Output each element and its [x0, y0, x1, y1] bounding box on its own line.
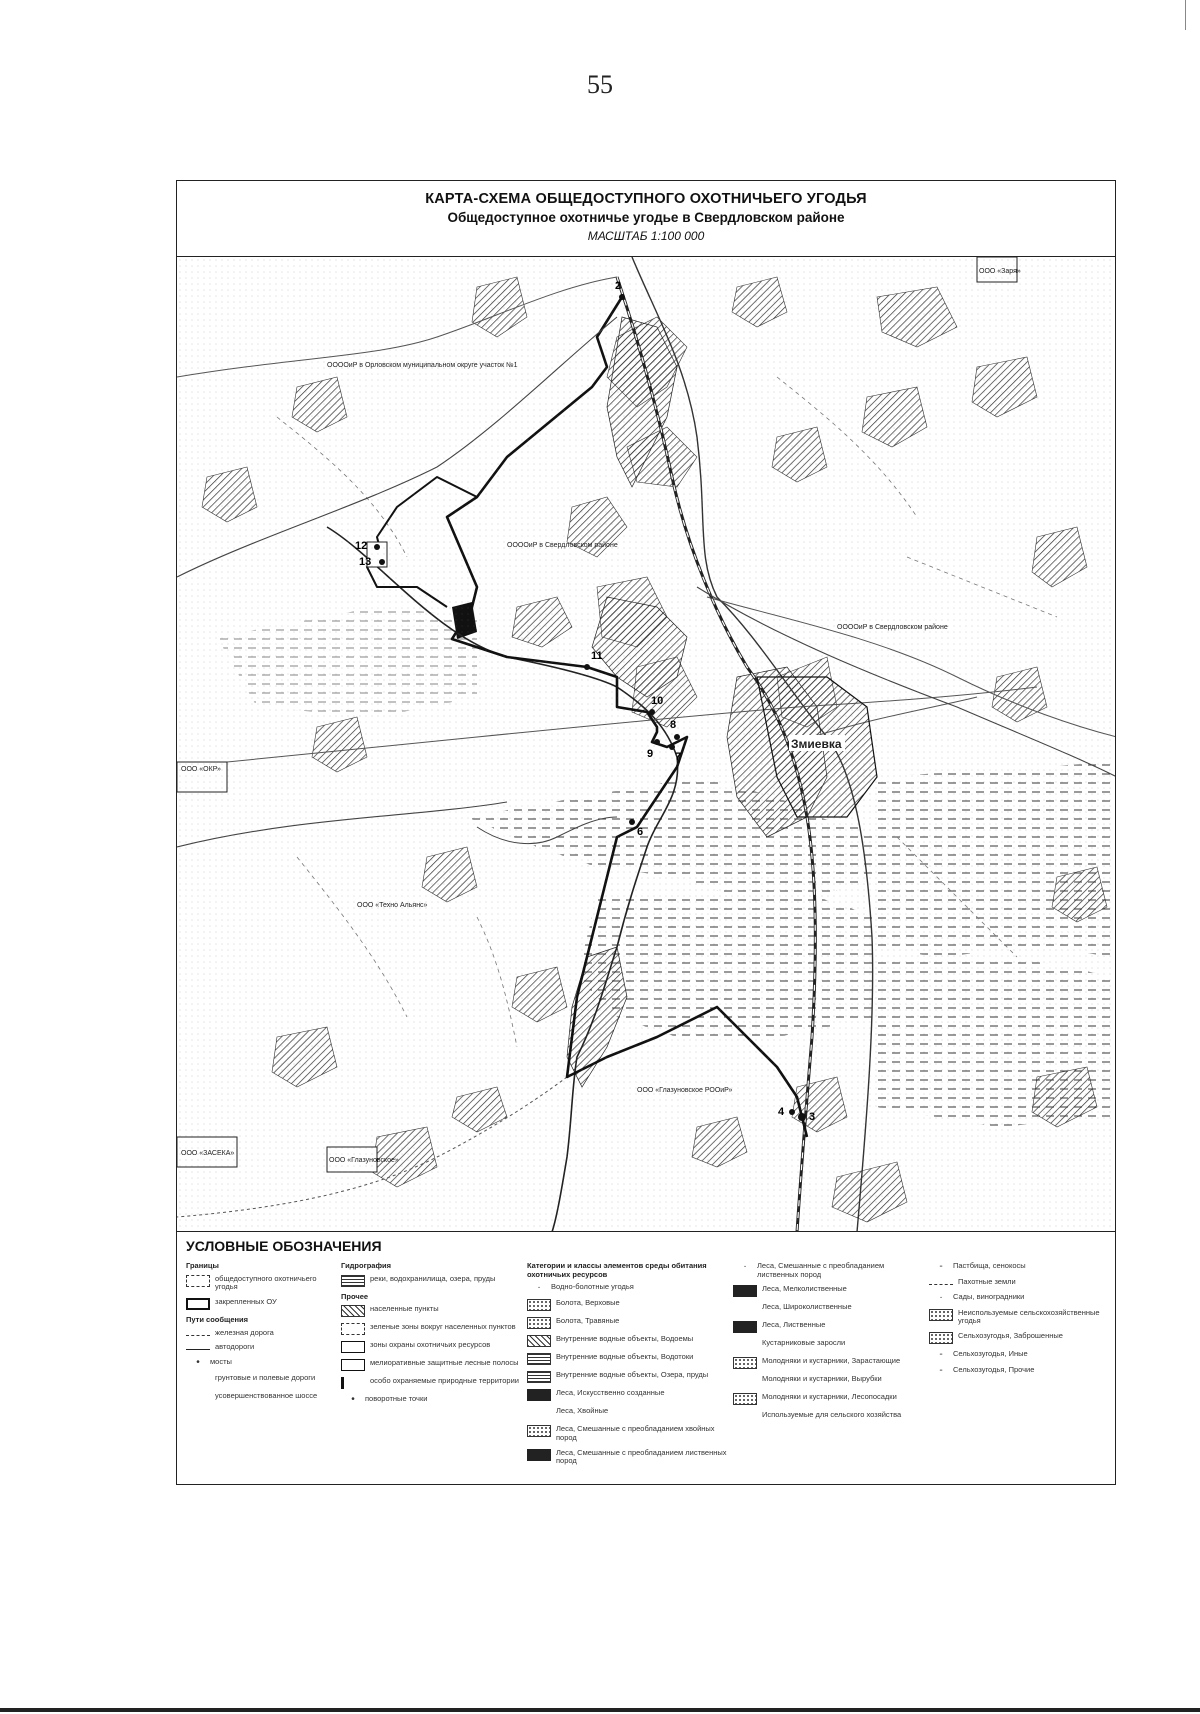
point-label-8: 8	[670, 719, 677, 731]
point-label-4: 4	[778, 1106, 785, 1118]
railway-line-icon	[186, 1335, 210, 1336]
legend-item	[186, 1343, 336, 1352]
legend-col-2-subhead: Прочее	[341, 1291, 369, 1301]
map-title-block	[177, 181, 1115, 257]
protected-area-icon	[341, 1377, 365, 1389]
water-icon	[341, 1275, 365, 1287]
water-body-icon	[527, 1335, 551, 1347]
legend-item-text: общедоступного охотничьего угодья	[215, 1273, 317, 1292]
legend-item	[733, 1393, 923, 1405]
legend-item-text: Сельхозугодья, Заброшенные	[958, 1330, 1063, 1340]
point-label-6: 6	[637, 826, 644, 838]
point-label-10: 10	[651, 695, 664, 707]
legend-item	[929, 1350, 1109, 1360]
legend-item-text: мосты	[210, 1356, 232, 1366]
area-label-zarya: ООО «Заря»	[979, 268, 1021, 275]
legend-item	[733, 1321, 923, 1333]
bog-grass-icon	[527, 1317, 551, 1329]
legend-item	[929, 1309, 1109, 1326]
land-dots	[177, 257, 1115, 1232]
legend-item-text: Водно-болотные угодья	[551, 1282, 634, 1292]
legend-item-text: грунтовые и полевые дороги	[215, 1372, 316, 1382]
legend-item-text: Леса, Смешанные с преобладанием лиственных пород	[757, 1261, 885, 1279]
broad-leaved-forest-icon	[733, 1303, 757, 1315]
legend-item-text: Сельхозугодья, Иные	[953, 1348, 1028, 1358]
legend-item-text: Молодняки и кустарники, Лесопосадки	[762, 1392, 897, 1402]
clearing-icon	[733, 1375, 757, 1387]
crop-mark-bottom	[0, 1708, 1200, 1712]
legend-item-text: усовершенствованное шоссе	[215, 1390, 318, 1400]
arable-land-icon	[929, 1284, 953, 1285]
legend-item	[929, 1278, 1109, 1287]
legend-item-text: Леса, Смешанные с преобладанием хвойных пород	[556, 1424, 715, 1442]
area-label-tekhno: ООО «Техно Альянс»	[357, 902, 428, 909]
legend-item-text: Внутренние водные объекты, Водоемы	[556, 1334, 694, 1344]
map-scale: МАСШТАБ 1:100 000	[587, 229, 705, 243]
legend-item-text: Сады, виноградники	[953, 1291, 1025, 1301]
legend-item-text: Внутренние водные объекты, Водотоки	[556, 1352, 694, 1362]
unused-land-icon	[929, 1309, 953, 1321]
legend-item-text: особо охраняемые природные территории	[370, 1376, 519, 1386]
legend-item	[733, 1375, 923, 1387]
legend-item	[527, 1407, 727, 1419]
artificial-forest-icon	[527, 1389, 551, 1401]
legend-item	[733, 1357, 923, 1369]
wetland-icon: ·	[537, 1282, 541, 1294]
legend-item-text: Леса, Широколиственные	[762, 1302, 852, 1312]
legend-item-text: Леса, Смешанные с преобладанием лиственных пород	[556, 1447, 727, 1466]
legend-item	[527, 1317, 727, 1329]
area-label-bottom: ООО «Глазуновское»	[329, 1157, 399, 1164]
forest-mixed-icon: ·	[743, 1261, 747, 1272]
legend-item-text: реки, водохранилища, озера, пруды	[370, 1273, 496, 1283]
small-leaved-forest-icon	[733, 1285, 757, 1297]
legend-item-text: Болота, Травяные	[556, 1316, 620, 1326]
legend-item	[186, 1358, 336, 1368]
shrub-icon	[733, 1339, 757, 1351]
area-label-orlovsky: ООООиР в Орловском муниципальном округе участок №1	[327, 362, 518, 369]
land-dots-area	[177, 257, 1115, 1232]
legend-item	[733, 1285, 923, 1297]
legend-item-text: закрепленных ОУ	[215, 1296, 277, 1306]
lake-icon	[527, 1371, 551, 1383]
legend-item	[186, 1374, 336, 1386]
legend-item-text: Пастбища, сенокосы	[953, 1261, 1026, 1270]
legend-item-text: поворотные точки	[365, 1394, 428, 1404]
legend-item	[341, 1305, 521, 1317]
legend-item	[527, 1371, 727, 1383]
map-frame	[176, 180, 1116, 1485]
plantation-icon	[733, 1393, 757, 1405]
legend-item-text: Неиспользуемые сельскохозяйственные угодья	[958, 1307, 1100, 1326]
legend-item-text: железная дорога	[215, 1327, 274, 1337]
forest-belt-icon	[341, 1359, 365, 1371]
settlement-label-zmievka: Змиевка	[791, 737, 842, 751]
turning-point-6	[629, 819, 635, 825]
legend-item	[186, 1275, 336, 1292]
legend-col-4	[733, 1262, 923, 1429]
other-land-icon: -	[939, 1348, 943, 1360]
area-label-sverdlovsky-center: ООООиР в Свердловском районе	[507, 542, 618, 549]
legend-item	[527, 1299, 727, 1311]
legend-item	[186, 1329, 336, 1338]
point-label-7: 7	[675, 751, 682, 763]
legend-item	[527, 1335, 727, 1347]
legend-item	[341, 1395, 521, 1405]
legend-item	[929, 1366, 1109, 1376]
legend-item-text: Сельхозугодья, Прочие	[953, 1364, 1035, 1374]
legend-col-1	[186, 1262, 336, 1410]
turning-point-13	[379, 559, 385, 565]
turning-point-11	[584, 664, 590, 670]
legend-item-text: Молодняки и кустарники, Зарастающие	[762, 1356, 901, 1366]
turning-point-7	[669, 744, 675, 750]
turning-point-9	[654, 739, 660, 745]
turning-point-8	[674, 734, 680, 740]
point-label-2: 2	[615, 280, 622, 292]
legend-item	[733, 1303, 923, 1315]
map-subtitle: Общедоступное охотничье угодье в Свердловском районе	[447, 210, 845, 225]
area-label-sw: ООО «ЗАСЕКА»	[181, 1150, 235, 1157]
turning-point-10	[649, 709, 655, 715]
legend-item	[733, 1339, 923, 1351]
legend-item	[929, 1293, 1109, 1303]
legend-item-text: мелиоративные защитные лесные полосы	[370, 1358, 519, 1368]
legend-col-2	[341, 1262, 521, 1411]
protection-zone-icon	[341, 1341, 365, 1353]
green-zone-icon	[341, 1323, 365, 1335]
area-label-glazunovka: ООО «Глазуновское РООиР»	[637, 1087, 733, 1094]
legend-item-text: населенные пункты	[370, 1304, 439, 1314]
dashed-border-icon	[186, 1275, 210, 1287]
legend-item	[186, 1298, 336, 1310]
legend-item	[527, 1353, 727, 1365]
misc-land-icon: -	[939, 1364, 943, 1376]
legend-item	[341, 1341, 521, 1353]
bridge-dot-icon: •	[196, 1356, 200, 1368]
point-label-12: 12	[355, 540, 368, 552]
turning-point-3	[798, 1113, 806, 1121]
road-line-icon	[186, 1349, 210, 1350]
point-label-11: 11	[591, 650, 603, 662]
young-growth-icon	[733, 1357, 757, 1369]
legend-item-text: Леса, Искусственно созданные	[556, 1388, 665, 1398]
legend-item-text: зоны охраны охотничьих ресурсов	[370, 1340, 491, 1350]
mixed-conifer-icon	[527, 1425, 551, 1437]
legend-item-text: Леса, Лиственные	[762, 1320, 826, 1330]
turning-point-2	[619, 294, 625, 300]
area-label-sverdlovsky-east: ООООиР в Свердловском районе	[837, 624, 948, 631]
bog-high-icon	[527, 1299, 551, 1311]
settlement-hatch-icon	[341, 1305, 365, 1317]
deciduous-forest-icon	[733, 1321, 757, 1333]
legend-col-3	[527, 1262, 727, 1472]
crop-mark-top	[1185, 0, 1186, 30]
legend-title: УСЛОВНЫЕ ОБОЗНАЧЕНИЯ	[186, 1238, 382, 1254]
legend-item	[527, 1425, 727, 1442]
legend-item	[341, 1323, 521, 1335]
legend-item-text: зеленые зоны вокруг населенных пунктов	[370, 1322, 516, 1332]
legend-item	[527, 1389, 727, 1401]
abandoned-land-icon	[929, 1332, 953, 1344]
legend-item	[929, 1332, 1109, 1344]
legend-item-text: Внутренние водные объекты, Озера, пруды	[556, 1370, 709, 1380]
turning-point-icon: •	[351, 1394, 355, 1406]
legend	[177, 1232, 1115, 1484]
garden-icon: ·	[939, 1291, 943, 1303]
turning-point-12	[374, 544, 380, 550]
legend-item-text: Леса, Мелколиственные	[762, 1284, 847, 1294]
bold-border-icon	[186, 1298, 210, 1310]
legend-item-text: Пахотные земли	[958, 1277, 1016, 1286]
map-canvas	[177, 257, 1115, 1232]
legend-item	[186, 1392, 336, 1404]
page-number: 55	[587, 70, 613, 99]
legend-col-3-head: Категории и классы элементов среды обитания охотничьих ресурсов	[527, 1261, 707, 1279]
legend-item	[733, 1411, 923, 1423]
legend-item-text: Молодняки и кустарники, Вырубки	[762, 1374, 882, 1384]
watercourse-icon	[527, 1353, 551, 1365]
agricultural-icon	[733, 1411, 757, 1423]
legend-item-text: Болота, Верховые	[556, 1298, 620, 1308]
point-label-13: 13	[359, 556, 372, 568]
legend-item	[929, 1262, 1109, 1272]
legend-item-text: Кустарниковые заросли	[762, 1338, 846, 1348]
legend-item	[733, 1262, 923, 1279]
turning-point-4	[789, 1109, 795, 1115]
legend-col-1-head: Границы	[186, 1261, 219, 1270]
conifer-forest-icon	[527, 1407, 551, 1419]
legend-item-text: Используемые для сельского хозяйства	[762, 1410, 902, 1420]
legend-item-text: автодороги	[215, 1342, 255, 1352]
area-label-west: ООО «ОКР»	[181, 766, 221, 773]
legend-item	[341, 1359, 521, 1371]
legend-item	[341, 1377, 521, 1389]
point-label-9: 9	[647, 748, 654, 760]
legend-item-text: Леса, Хвойные	[556, 1406, 609, 1416]
point-label-3: 3	[809, 1111, 816, 1123]
legend-col-1-subhead: Пути сообщения	[186, 1314, 249, 1324]
legend-col-2-head: Гидрография	[341, 1261, 392, 1270]
mixed-deciduous-icon	[527, 1449, 551, 1461]
pasture-icon: -	[939, 1261, 943, 1272]
legend-item	[341, 1275, 521, 1287]
legend-item	[527, 1283, 727, 1293]
dirt-road-icon	[186, 1374, 210, 1386]
highway-icon	[186, 1392, 210, 1404]
map-title: КАРТА-СХЕМА ОБЩЕДОСТУПНОГО ОХОТНИЧЬЕГО УГОДЬЯ	[425, 191, 867, 207]
map-area	[177, 257, 1115, 1232]
legend-col-5	[929, 1262, 1109, 1382]
legend-item	[527, 1449, 727, 1466]
